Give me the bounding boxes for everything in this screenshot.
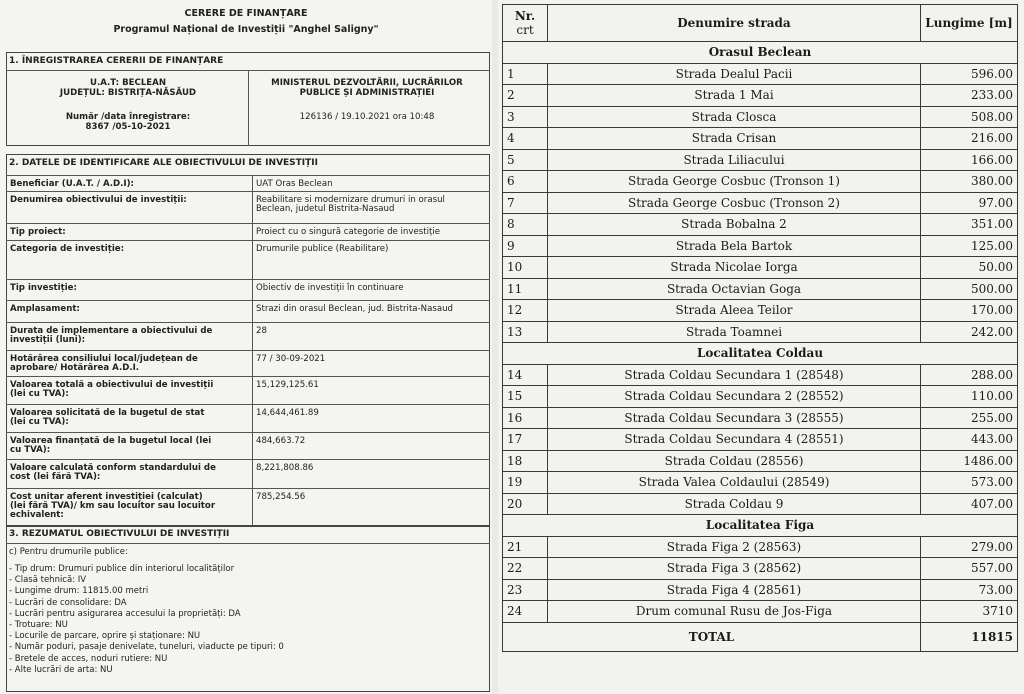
street-name: Strada Coldau Secundara 2 (28552) bbox=[548, 386, 921, 408]
row-number: 16 bbox=[503, 407, 548, 429]
street-length: 170.00 bbox=[921, 300, 1018, 322]
street-name: Strada Liliacului bbox=[548, 149, 921, 171]
row-number: 17 bbox=[503, 429, 548, 451]
field-value: Drumurile publice (Reabilitare) bbox=[256, 244, 389, 254]
table-row bbox=[503, 321, 1018, 343]
field-label: Valoare calculată conform standardului de bbox=[10, 463, 216, 473]
street-name: Strada Coldau Secundara 3 (28555) bbox=[548, 407, 921, 429]
street-name: Strada 1 Mai bbox=[548, 85, 921, 107]
field-label-cont: cost (lei fără TVA): bbox=[10, 472, 101, 482]
street-name: Strada Figa 2 (28563) bbox=[548, 536, 921, 558]
form-subtitle: Programul Național de Investiții "Anghel Saligny" bbox=[113, 24, 379, 35]
row-number: 4 bbox=[503, 128, 548, 150]
row-number: 2 bbox=[503, 85, 548, 107]
field-value: Obiectiv de investiții în continuare bbox=[256, 283, 404, 293]
street-length: 233.00 bbox=[921, 85, 1018, 107]
field-value: 28 bbox=[256, 326, 267, 336]
row-number: 19 bbox=[503, 472, 548, 494]
nr-header: Nr. crt bbox=[503, 5, 548, 42]
length-header: Lungime [m] bbox=[921, 5, 1018, 42]
street-name: Drum comunal Rusu de Jos-Figa bbox=[548, 601, 921, 623]
registration-number: 8367 /05-10-2021 bbox=[85, 122, 171, 132]
field-label-cont: echivalent: bbox=[10, 510, 64, 520]
row-number: 15 bbox=[503, 386, 548, 408]
section3-heading: 3. REZUMATUL OBIECTIVULUI DE INVESTIȚII bbox=[9, 529, 230, 539]
street-name: Strada Coldau Secundara 1 (28548) bbox=[548, 364, 921, 386]
field-label: Tip investiție: bbox=[10, 283, 77, 293]
summary-line: - Alte lucrări de arta: NU bbox=[9, 664, 113, 675]
field-label: Cost unitar aferent investiției (calculat) bbox=[10, 492, 203, 502]
table-row bbox=[503, 536, 1018, 558]
field-value: 785,254.56 bbox=[256, 492, 306, 502]
street-name: Strada Coldau 9 bbox=[548, 493, 921, 515]
street-name: Strada Coldau (28556) bbox=[548, 450, 921, 472]
field-label: Beneficiar (U.A.T. / A.D.I): bbox=[10, 179, 134, 189]
street-length: 255.00 bbox=[921, 407, 1018, 429]
field-label: Categoria de investiție: bbox=[10, 244, 125, 254]
street-name: Strada Aleea Teilor bbox=[548, 300, 921, 322]
street-length: 73.00 bbox=[921, 579, 1018, 601]
summary-line: - Număr poduri, pasaje denivelate, tuneluri, viaducte pe tipuri: 0 bbox=[9, 642, 284, 653]
group-row bbox=[503, 42, 1018, 64]
total-value: 11815 bbox=[921, 622, 1018, 651]
registration-value: 126136 / 19.10.2021 ora 10:48 bbox=[299, 112, 435, 122]
field-value: 484,663.72 bbox=[256, 436, 306, 446]
field-label-cont: cu TVA): bbox=[10, 445, 51, 455]
group-title: Orasul Beclean bbox=[503, 42, 1018, 64]
table-row bbox=[503, 450, 1018, 472]
table-row bbox=[503, 579, 1018, 601]
street-name: Strada Closca bbox=[548, 106, 921, 128]
field-label: Tip proiect: bbox=[10, 227, 66, 237]
field-value: 77 / 30-09-2021 bbox=[256, 354, 326, 364]
row-number: 3 bbox=[503, 106, 548, 128]
table-row bbox=[503, 407, 1018, 429]
total-label: TOTAL bbox=[503, 622, 921, 651]
street-length: 216.00 bbox=[921, 128, 1018, 150]
row-number: 14 bbox=[503, 364, 548, 386]
street-length-table bbox=[502, 4, 1018, 652]
table-row bbox=[503, 149, 1018, 171]
table-row bbox=[503, 214, 1018, 236]
group-row bbox=[503, 515, 1018, 537]
street-length: 443.00 bbox=[921, 429, 1018, 451]
row-number: 23 bbox=[503, 579, 548, 601]
street-name: Strada Toamnei bbox=[548, 321, 921, 343]
section1-heading: 1. ÎNREGISTRAREA CERERII DE FINANȚARE bbox=[9, 56, 224, 66]
name-header: Denumire strada bbox=[548, 5, 921, 42]
ministry-line2: PUBLICE ȘI ADMINISTRAȚIEI bbox=[299, 88, 435, 98]
row-number: 1 bbox=[503, 63, 548, 85]
table-row bbox=[503, 106, 1018, 128]
total-row bbox=[503, 622, 1018, 651]
row-number: 11 bbox=[503, 278, 548, 300]
table-row bbox=[503, 493, 1018, 515]
field-label: Denumirea obiectivului de investiții: bbox=[10, 195, 187, 205]
row-number: 18 bbox=[503, 450, 548, 472]
table-header-row bbox=[503, 5, 1018, 42]
field-value: 8,221,808.86 bbox=[256, 463, 314, 473]
table-row bbox=[503, 128, 1018, 150]
street-name: Strada Dealul Pacii bbox=[548, 63, 921, 85]
table-row bbox=[503, 278, 1018, 300]
row-number: 7 bbox=[503, 192, 548, 214]
street-name: Strada George Cosbuc (Tronson 2) bbox=[548, 192, 921, 214]
street-length: 407.00 bbox=[921, 493, 1018, 515]
field-label: Amplasament: bbox=[10, 304, 80, 314]
field-label-cont: (lei cu TVA): bbox=[10, 389, 69, 399]
row-number: 12 bbox=[503, 300, 548, 322]
section3-intro: c) Pentru drumurile publice: bbox=[9, 547, 128, 557]
street-length: 351.00 bbox=[921, 214, 1018, 236]
field-label: Hotărârea consiliului local/județean de bbox=[10, 354, 198, 364]
table-row bbox=[503, 171, 1018, 193]
street-length: 50.00 bbox=[921, 257, 1018, 279]
street-length: 279.00 bbox=[921, 536, 1018, 558]
summary-line: - Trotuare: NU bbox=[9, 620, 68, 630]
street-name: Strada George Cosbuc (Tronson 1) bbox=[548, 171, 921, 193]
street-length: 125.00 bbox=[921, 235, 1018, 257]
table-row bbox=[503, 300, 1018, 322]
street-length: 110.00 bbox=[921, 386, 1018, 408]
table-row bbox=[503, 472, 1018, 494]
street-name: Strada Coldau Secundara 4 (28551) bbox=[548, 429, 921, 451]
row-number: 6 bbox=[503, 171, 548, 193]
table-row bbox=[503, 192, 1018, 214]
street-list-page bbox=[498, 0, 1024, 694]
row-number: 21 bbox=[503, 536, 548, 558]
table-row bbox=[503, 364, 1018, 386]
street-length: 596.00 bbox=[921, 63, 1018, 85]
application-form-page bbox=[0, 0, 492, 694]
summary-line: - Tip drum: Drumuri publice din interiorul localităților bbox=[9, 564, 235, 574]
field-label: Valoarea finanțată de la bugetul local (lei bbox=[10, 436, 212, 446]
row-number: 13 bbox=[503, 321, 548, 343]
street-length: 508.00 bbox=[921, 106, 1018, 128]
table-row bbox=[503, 63, 1018, 85]
row-number: 24 bbox=[503, 601, 548, 623]
street-length: 97.00 bbox=[921, 192, 1018, 214]
summary-line: - Bretele de acces, noduri rutiere: NU bbox=[9, 653, 168, 664]
table-row bbox=[503, 257, 1018, 279]
street-length: 380.00 bbox=[921, 171, 1018, 193]
street-length: 1486.00 bbox=[921, 450, 1018, 472]
summary-line: - Lungime drum: 11815.00 metri bbox=[9, 586, 149, 597]
row-number: 8 bbox=[503, 214, 548, 236]
field-label: Valoarea totală a obiectivului de investiții bbox=[10, 380, 214, 390]
street-name: Strada Bela Bartok bbox=[548, 235, 921, 257]
summary-line: - Lucrări pentru asigurarea accesului la proprietăți: DA bbox=[9, 608, 241, 619]
summary-line: - Clasă tehnică: IV bbox=[9, 575, 87, 586]
group-row bbox=[503, 343, 1018, 365]
ministry-line1: MINISTERUL DEZVOLTĂRII, LUCRĂRILOR bbox=[271, 78, 463, 88]
street-length: 557.00 bbox=[921, 558, 1018, 580]
row-number: 22 bbox=[503, 558, 548, 580]
street-name: Strada Octavian Goga bbox=[548, 278, 921, 300]
field-value: 14,644,461.89 bbox=[256, 408, 319, 418]
field-label: Durata de implementare a obiectivului de bbox=[10, 326, 213, 336]
field-value: Strazi din orasul Beclean, jud. Bistrita-Nasaud bbox=[256, 304, 454, 314]
row-number: 5 bbox=[503, 149, 548, 171]
field-label-cont: (lei fără TVA)/ km sau locuitor sau locuitor bbox=[10, 501, 216, 511]
table-row bbox=[503, 386, 1018, 408]
table-row bbox=[503, 85, 1018, 107]
street-length: 242.00 bbox=[921, 321, 1018, 343]
field-label-cont: aprobare/ Hotărârea A.D.I. bbox=[10, 363, 140, 373]
field-value: UAT Oras Beclean bbox=[256, 179, 333, 189]
street-name: Strada Figa 3 (28562) bbox=[548, 558, 921, 580]
judet-label: JUDEȚUL: BISTRIȚA-NĂSĂUD bbox=[59, 88, 197, 98]
street-length: 573.00 bbox=[921, 472, 1018, 494]
table-row bbox=[503, 235, 1018, 257]
form-title: CERERE DE FINANȚARE bbox=[184, 8, 308, 19]
field-label: Valoarea solicitată de la bugetul de stat bbox=[10, 408, 205, 418]
table-row bbox=[503, 601, 1018, 623]
group-title: Localitatea Coldau bbox=[503, 343, 1018, 365]
field-value: Proiect cu o singură categorie de investiție bbox=[256, 227, 441, 237]
section2-heading: 2. DATELE DE IDENTIFICARE ALE OBIECTIVULUI DE INVESTIȚII bbox=[9, 158, 318, 168]
field-value: Reabilitare si modernizare drumuri in orasul bbox=[256, 195, 445, 205]
street-length: 288.00 bbox=[921, 364, 1018, 386]
row-number: 20 bbox=[503, 493, 548, 515]
field-value: 15,129,125.61 bbox=[256, 380, 319, 390]
table-row bbox=[503, 558, 1018, 580]
summary-line: - Lucrări de consolidare: DA bbox=[9, 597, 127, 608]
group-title: Localitatea Figa bbox=[503, 515, 1018, 537]
street-length: 3710 bbox=[921, 601, 1018, 623]
street-name: Strada Crisan bbox=[548, 128, 921, 150]
uat-label: U.A.T: BECLEAN bbox=[89, 78, 167, 88]
row-number: 9 bbox=[503, 235, 548, 257]
field-label-cont: investiții (luni): bbox=[10, 335, 86, 345]
summary-line: - Locurile de parcare, oprire și staționare: NU bbox=[9, 631, 201, 642]
street-length: 500.00 bbox=[921, 278, 1018, 300]
street-name: Strada Valea Coldaului (28549) bbox=[548, 472, 921, 494]
row-number: 10 bbox=[503, 257, 548, 279]
street-name: Strada Bobalna 2 bbox=[548, 214, 921, 236]
table-row bbox=[503, 429, 1018, 451]
registration-label: Număr /data înregistrare: bbox=[65, 112, 191, 122]
field-label-cont: (lei cu TVA): bbox=[10, 417, 69, 427]
street-name: Strada Figa 4 (28561) bbox=[548, 579, 921, 601]
street-name: Strada Nicolae Iorga bbox=[548, 257, 921, 279]
street-length: 166.00 bbox=[921, 149, 1018, 171]
field-value-cont: Beclean, judetul Bistrita-Nasaud bbox=[256, 204, 395, 214]
